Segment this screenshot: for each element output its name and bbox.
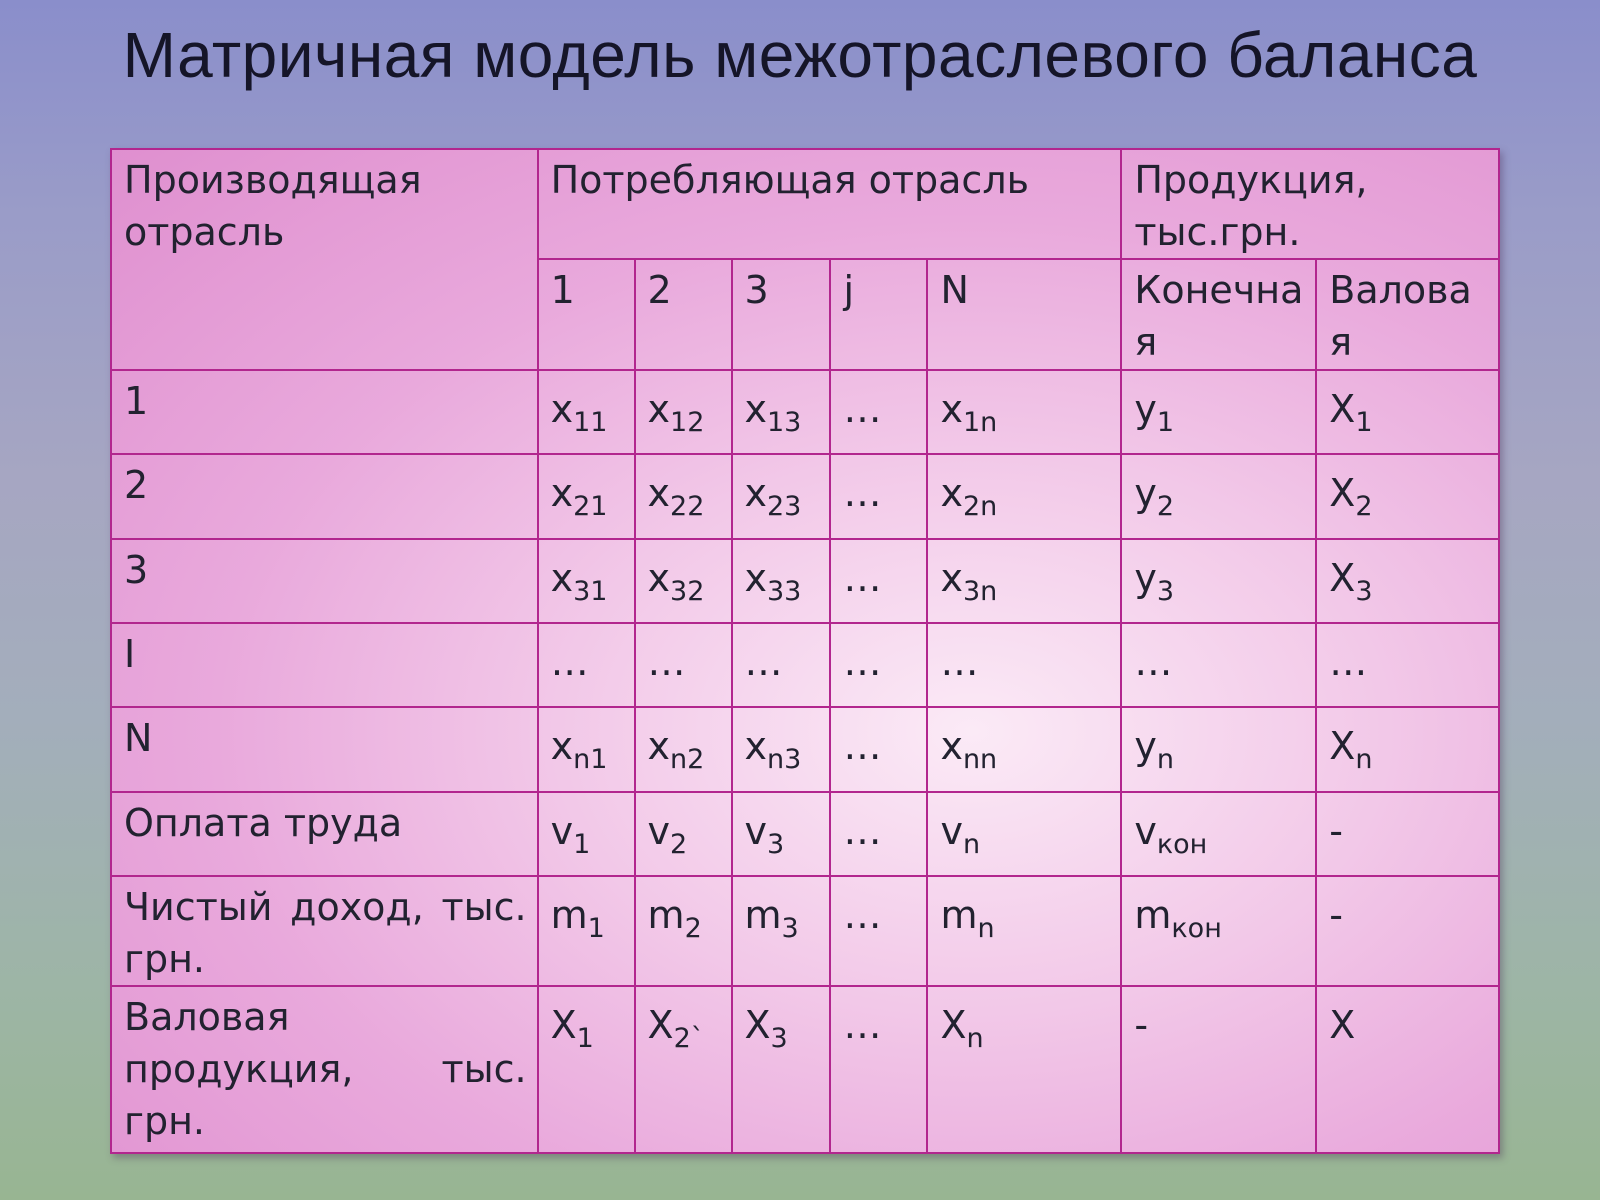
cell-subscript: 3	[1156, 575, 1175, 607]
cell-value	[744, 544, 802, 607]
cell-value	[647, 881, 702, 944]
table-cell	[538, 792, 635, 876]
table-cell	[1121, 876, 1316, 986]
table-cell	[830, 707, 927, 791]
cell-subscript: 2	[670, 828, 688, 860]
cell-base: …	[1134, 639, 1173, 684]
cell-base: x	[550, 386, 574, 431]
table-cell	[635, 454, 732, 538]
table-cell	[635, 707, 732, 791]
cell-base: X	[1329, 1003, 1356, 1048]
cell-base: x	[940, 471, 963, 516]
cell-subscript: 2	[1156, 491, 1175, 523]
cell-value	[550, 544, 608, 607]
table-cell	[732, 986, 831, 1153]
table-cell	[927, 454, 1121, 538]
cell-base: v	[744, 808, 767, 853]
cell-base: X	[550, 1003, 577, 1048]
table-cell	[732, 370, 831, 454]
cell-value	[1134, 544, 1175, 607]
cell-value	[744, 881, 799, 944]
cell-value	[940, 797, 981, 860]
table-cell	[732, 623, 831, 707]
table-row	[111, 792, 1499, 876]
cell-value	[745, 628, 783, 688]
table-cell	[1316, 623, 1499, 707]
row-label: Чистый доход, тыс. грн.	[111, 876, 538, 986]
cell-subscript: nn	[962, 744, 998, 776]
cell-base: X	[647, 1003, 674, 1048]
cell-base: v	[940, 808, 963, 853]
table-cell	[1121, 707, 1316, 791]
cell-value	[1134, 628, 1172, 688]
cell-subscript: n	[1156, 744, 1174, 776]
cell-base: v	[647, 808, 671, 853]
header-col-j: j	[830, 259, 927, 369]
cell-value	[940, 459, 998, 523]
cell-base: y	[1134, 555, 1157, 600]
cell-value	[648, 628, 686, 688]
table-cell	[732, 539, 831, 623]
cell-subscript: n1	[573, 744, 608, 776]
cell-base: …	[843, 555, 882, 600]
table-row	[111, 876, 1499, 986]
cell-value	[1134, 797, 1208, 860]
cell-subscript: n3	[767, 744, 802, 776]
table-cell	[732, 454, 831, 538]
cell-value	[551, 628, 589, 688]
header-col-2: 2	[635, 259, 732, 369]
cell-base: …	[1329, 639, 1368, 684]
table-cell	[830, 370, 927, 454]
cell-value	[1329, 712, 1373, 776]
cell-subscript: 3n	[962, 575, 998, 607]
cell-value	[1134, 459, 1175, 523]
cell-base: v	[550, 808, 574, 853]
cell-subscript: 1	[573, 828, 591, 860]
row-label: 3	[111, 539, 538, 623]
cell-value	[940, 628, 978, 688]
table-cell	[1316, 792, 1499, 876]
cell-base: -	[1134, 1003, 1149, 1048]
cell-subscript: 31	[573, 575, 608, 607]
table-row	[111, 454, 1499, 538]
row-label: I	[111, 623, 538, 707]
balance-table-container	[110, 148, 1500, 1154]
cell-subscript: 1n	[962, 406, 998, 438]
table-row	[111, 707, 1499, 791]
table-cell	[732, 792, 831, 876]
table-cell	[538, 623, 635, 707]
cell-value	[940, 544, 998, 607]
cell-subscript: 3	[1355, 575, 1373, 607]
cell-value	[647, 375, 705, 438]
cell-base: …	[550, 639, 589, 684]
table-cell	[1316, 539, 1499, 623]
cell-base: m	[744, 892, 782, 937]
table-cell	[830, 986, 927, 1153]
table-cell	[635, 370, 732, 454]
row-label: N	[111, 707, 538, 791]
cell-value	[940, 375, 998, 438]
cell-base: X	[1329, 555, 1356, 600]
cell-value	[843, 375, 881, 435]
cell-base: …	[843, 808, 882, 853]
table-cell	[1316, 454, 1499, 538]
cell-value	[843, 459, 881, 519]
cell-base: …	[843, 639, 882, 684]
cell-value	[550, 881, 605, 944]
cell-base: m	[940, 892, 978, 937]
cell-value	[940, 712, 998, 776]
cell-value	[744, 459, 802, 523]
cell-base: m	[550, 892, 588, 937]
cell-subscript: n2	[670, 744, 705, 776]
cell-value	[1329, 544, 1373, 607]
table-cell	[538, 539, 635, 623]
cell-base: …	[843, 471, 882, 516]
header-final: Конечная	[1121, 259, 1316, 369]
table-cell	[1121, 623, 1316, 707]
cell-value	[1329, 375, 1373, 438]
cell-base: y	[1134, 471, 1157, 516]
cell-subscript: 32	[670, 575, 705, 607]
cell-base: x	[647, 386, 671, 431]
table-cell	[830, 792, 927, 876]
cell-base: …	[843, 386, 882, 431]
table-cell	[635, 876, 732, 986]
row-label: 2	[111, 454, 538, 538]
cell-subscript: 3	[770, 1023, 788, 1055]
cell-value	[1329, 797, 1343, 857]
row-label: Валовая продукция, тыс. грн.	[111, 986, 538, 1153]
table-cell	[538, 876, 635, 986]
cell-base: -	[1329, 808, 1343, 853]
header-consuming-industry: Потребляющая отрасль	[538, 149, 1122, 259]
cell-subscript: 11	[573, 406, 608, 438]
table-cell	[635, 539, 732, 623]
table-cell	[538, 370, 635, 454]
cell-value	[1134, 375, 1175, 438]
cell-base: x	[550, 724, 574, 769]
table-cell	[1121, 370, 1316, 454]
table-cell	[635, 623, 732, 707]
header-col-1: 1	[538, 259, 635, 369]
cell-base: X	[1329, 724, 1356, 769]
header-col-3: 3	[732, 259, 831, 369]
cell-subscript: 2	[684, 912, 702, 944]
cell-base: …	[843, 1003, 882, 1048]
table-cell	[927, 370, 1121, 454]
cell-subscript: 21	[573, 491, 608, 523]
cell-base: x	[744, 555, 767, 600]
table-cell	[538, 707, 635, 791]
cell-value	[1134, 881, 1222, 944]
header-producing-industry: Производящая отрасль	[111, 149, 538, 370]
cell-value	[843, 881, 881, 941]
cell-subscript: 1	[1355, 406, 1373, 438]
cell-value	[1134, 991, 1148, 1051]
cell-subscript: 2n	[962, 491, 998, 523]
cell-value	[1329, 459, 1373, 523]
header-gross: Валовая	[1316, 259, 1499, 369]
cell-subscript: 23	[767, 491, 802, 523]
cell-base: x	[744, 724, 767, 769]
table-cell	[927, 986, 1121, 1153]
header-row-top	[111, 149, 1499, 259]
cell-subscript: кон	[1171, 912, 1222, 944]
table-row	[111, 370, 1499, 454]
cell-base: X	[1329, 386, 1356, 431]
cell-base: X	[1329, 471, 1356, 516]
cell-value	[744, 797, 785, 860]
cell-value	[843, 797, 881, 857]
cell-base: …	[843, 724, 882, 769]
cell-base: …	[843, 892, 882, 937]
cell-subscript: n	[977, 912, 995, 944]
cell-base: X	[744, 1003, 771, 1048]
row-label: Оплата труда	[111, 792, 538, 876]
cell-value	[1329, 628, 1367, 688]
table-cell	[927, 539, 1121, 623]
table-cell	[1121, 454, 1316, 538]
cell-value	[647, 991, 705, 1055]
table-cell	[732, 876, 831, 986]
cell-base: x	[940, 724, 963, 769]
table-row	[111, 539, 1499, 623]
cell-subscript: n	[962, 828, 981, 860]
table-cell	[927, 876, 1121, 986]
table-cell	[538, 454, 635, 538]
table-cell	[538, 986, 635, 1153]
table-cell	[635, 792, 732, 876]
cell-base: …	[940, 639, 979, 684]
cell-subscript: 1	[576, 1023, 594, 1055]
cell-value	[550, 375, 608, 438]
cell-value	[843, 544, 881, 604]
cell-base: …	[744, 639, 783, 684]
cell-value	[647, 797, 688, 860]
cell-subscript: 12	[670, 406, 705, 438]
cell-value	[744, 712, 802, 776]
table-cell	[927, 707, 1121, 791]
cell-subscript: 1	[587, 912, 605, 944]
table-cell	[927, 623, 1121, 707]
cell-base: -	[1329, 892, 1343, 937]
cell-base: y	[1134, 724, 1157, 769]
cell-subscript: n	[966, 1023, 984, 1055]
cell-base: y	[1134, 386, 1157, 431]
cell-subscript: 1	[1156, 406, 1175, 438]
cell-subscript: 2	[1355, 491, 1373, 523]
cell-base: x	[744, 471, 767, 516]
cell-base: x	[550, 471, 574, 516]
cell-value	[647, 544, 705, 607]
cell-value	[940, 881, 995, 944]
cell-value	[1329, 881, 1343, 941]
cell-base: m	[1134, 892, 1172, 937]
table-cell	[830, 623, 927, 707]
cell-value	[550, 459, 608, 523]
table-cell	[1316, 876, 1499, 986]
cell-value	[843, 991, 881, 1051]
cell-value	[1329, 991, 1355, 1051]
cell-value	[744, 375, 802, 438]
cell-base: x	[940, 555, 963, 600]
table-cell	[1121, 539, 1316, 623]
cell-subscript: n	[1355, 744, 1373, 776]
cell-subscript: 33	[767, 575, 802, 607]
cell-value	[843, 712, 881, 772]
cell-value	[744, 991, 788, 1055]
cell-base: v	[1134, 808, 1157, 853]
cell-base: m	[647, 892, 685, 937]
table-row	[111, 986, 1499, 1153]
cell-subscript: 2`	[673, 1023, 705, 1055]
cell-base: X	[940, 1003, 967, 1048]
balance-table	[110, 148, 1500, 1154]
cell-value	[1134, 712, 1174, 776]
table-cell	[1121, 792, 1316, 876]
cell-base: …	[647, 639, 686, 684]
cell-base: x	[647, 555, 671, 600]
cell-value	[550, 991, 594, 1055]
table-cell	[732, 707, 831, 791]
header-product: Продукция, тыс.грн.	[1121, 149, 1499, 259]
table-cell	[635, 986, 732, 1153]
cell-base: x	[647, 724, 671, 769]
cell-value	[550, 712, 608, 776]
cell-value	[647, 712, 705, 776]
cell-base: x	[744, 386, 767, 431]
cell-base: x	[550, 555, 574, 600]
cell-base: x	[647, 471, 671, 516]
cell-value	[647, 459, 705, 523]
cell-base: x	[940, 386, 963, 431]
table-cell	[1121, 986, 1316, 1153]
cell-subscript: 3	[781, 912, 799, 944]
cell-subscript: 13	[767, 406, 802, 438]
table-cell	[1316, 986, 1499, 1153]
cell-subscript: 3	[767, 828, 785, 860]
table-cell	[830, 454, 927, 538]
cell-value	[940, 991, 984, 1055]
header-col-n: N	[927, 259, 1121, 369]
table-cell	[1316, 707, 1499, 791]
cell-subscript: кон	[1156, 828, 1208, 860]
cell-value	[843, 628, 881, 688]
cell-subscript: 22	[670, 491, 705, 523]
cell-value	[550, 797, 591, 860]
table-cell	[830, 876, 927, 986]
slide-title: Матричная модель межотраслевого баланса	[122, 19, 1478, 91]
table-cell	[1316, 370, 1499, 454]
row-label: 1	[111, 370, 538, 454]
table-row	[111, 623, 1499, 707]
table-cell	[830, 539, 927, 623]
table-cell	[927, 792, 1121, 876]
